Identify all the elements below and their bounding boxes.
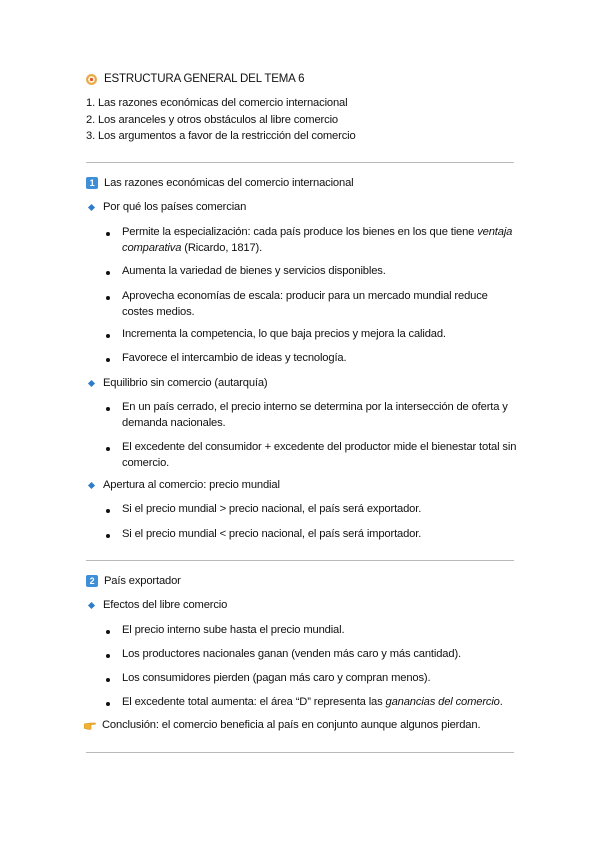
list-item-text: Permite la especialización: cada país produce los bienes en los que tiene <box>122 226 478 238</box>
divider <box>86 752 514 753</box>
bullet-dot <box>106 407 110 411</box>
subsection-heading <box>86 377 268 389</box>
bullet-dot <box>106 271 110 275</box>
list-item: Aprovecha economías de escala: producir para un mercado mundial reduce costes medios. <box>122 290 488 318</box>
blue-diamond-icon <box>88 203 95 210</box>
bullet-dot <box>106 447 110 451</box>
bullet-dot <box>106 702 110 706</box>
list-item: Los productores nacionales ganan (venden más caro y más cantidad). <box>122 648 461 660</box>
list-item: En un país cerrado, el precio interno se determina por la intersección de oferta y demanda nacionales. <box>122 401 508 429</box>
subsection-title: Por qué los países comercian <box>103 201 247 213</box>
list-item-emphasis: ventaja comparativa <box>122 226 513 254</box>
list-item-text: (Ricardo, 1817). <box>181 242 263 254</box>
list-item <box>122 224 517 256</box>
title-row <box>86 73 304 85</box>
list-item: El precio interno sube hasta el precio mundial. <box>122 624 345 636</box>
bullet-dot <box>106 509 110 513</box>
list-item: El excedente del consumidor + excedente del productor mide el bienestar total sin comercio. <box>122 441 517 469</box>
bullet-dot <box>106 232 110 236</box>
list-item-emphasis: ganancias del comercio <box>385 696 500 708</box>
section-title: Las razones económicas del comercio internacional <box>104 177 354 189</box>
list-item: Incrementa la competencia, lo que baja precios y mejora la calidad. <box>122 328 446 340</box>
number-2-icon: 2 <box>86 575 98 587</box>
bullet-dot <box>106 654 110 658</box>
bullet-dot <box>106 534 110 538</box>
subsection-title: Equilibrio sin comercio (autarquía) <box>103 377 268 389</box>
list-item-text: . <box>499 696 503 708</box>
number-1-icon: 1 <box>86 177 98 189</box>
subsection-title: Apertura al comercio: precio mundial <box>103 479 280 491</box>
conclusion-text: Conclusión: el comercio beneficia al país en conjunto aunque algunos pierdan. <box>102 719 481 731</box>
list-item: Aumenta la variedad de bienes y servicios disponibles. <box>122 265 386 277</box>
subsection-heading <box>86 599 227 611</box>
list-item: Los consumidores pierden (pagan más caro y compran menos). <box>122 672 431 684</box>
subsection-heading <box>86 201 246 213</box>
bullet-dot <box>106 358 110 362</box>
section-heading <box>86 575 181 587</box>
bullet-dot <box>106 678 110 682</box>
bullet-dot <box>106 334 110 338</box>
section-heading <box>86 177 353 189</box>
bullet-dot <box>106 296 110 300</box>
pointing-hand-icon <box>84 720 96 730</box>
bullet-dot <box>106 630 110 634</box>
outline-item: 3. Los argumentos a favor de la restricción del comercio <box>86 130 356 142</box>
outline-item: 1. Las razones económicas del comercio internacional <box>86 97 348 109</box>
list-item: Si el precio mundial < precio nacional, el país será importador. <box>122 528 422 540</box>
list-item-text: El excedente total aumenta: el área “D” representa las <box>122 696 386 708</box>
target-icon <box>86 74 97 85</box>
divider <box>86 560 514 561</box>
list-item: Favorece el intercambio de ideas y tecnología. <box>122 352 347 364</box>
blue-diamond-icon <box>88 481 95 488</box>
blue-diamond-icon <box>88 379 95 386</box>
subsection-title: Efectos del libre comercio <box>103 599 228 611</box>
list-item: Si el precio mundial > precio nacional, el país será exportador. <box>122 503 422 515</box>
outline-item: 2. Los aranceles y otros obstáculos al libre comercio <box>86 114 338 126</box>
page-title: ESTRUCTURA GENERAL DEL TEMA 6 <box>104 73 305 85</box>
subsection-heading <box>86 479 280 491</box>
section-title: País exportador <box>104 575 181 587</box>
divider <box>86 162 514 163</box>
blue-diamond-icon <box>88 601 95 608</box>
conclusion <box>84 719 480 731</box>
list-item <box>122 694 517 710</box>
